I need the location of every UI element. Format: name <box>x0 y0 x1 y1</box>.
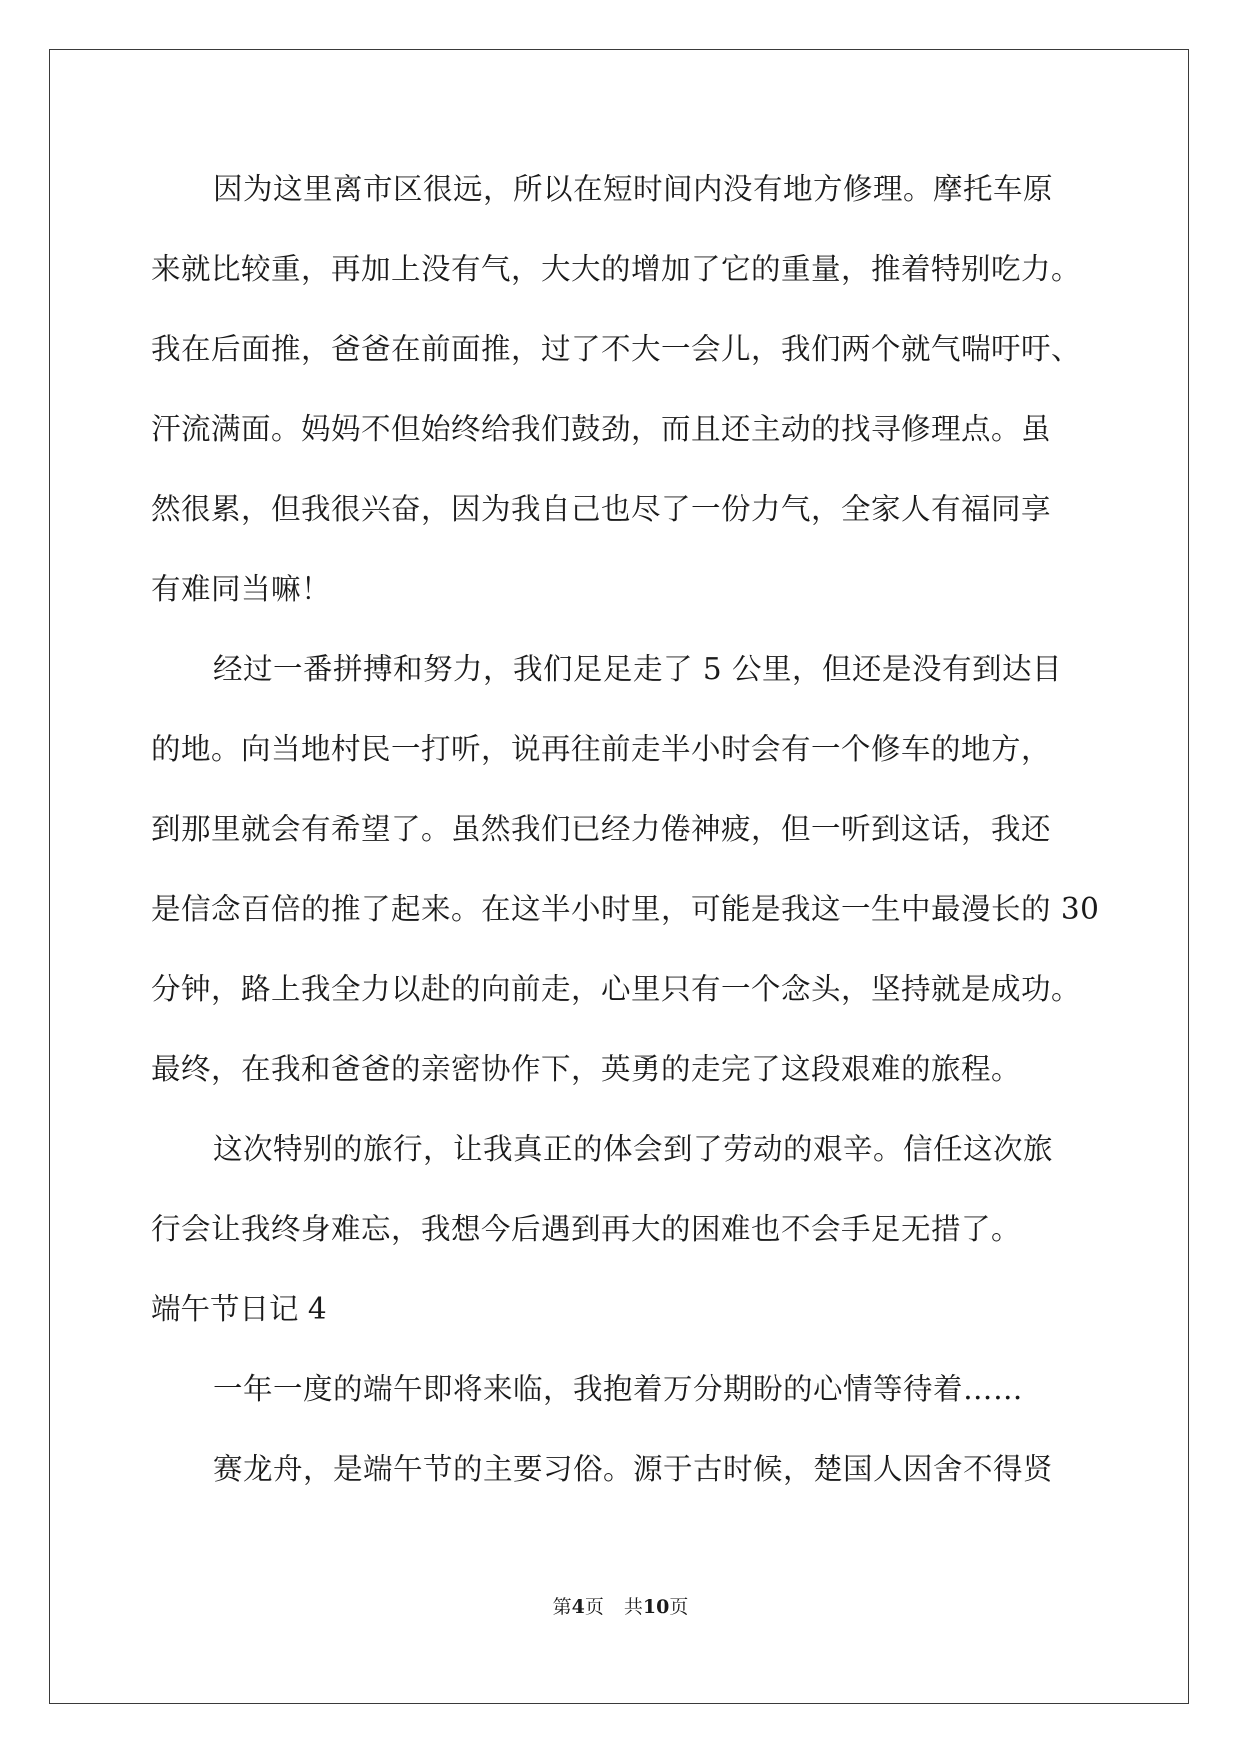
paragraph-line: 分钟，路上我全力以赴的向前走，心里只有一个念头，坚持就是成功。 <box>151 972 1082 1006</box>
document-body <box>151 161 1100 1521</box>
page-suffix: 页 <box>584 1596 604 1618</box>
paragraph-line: 来就比较重，再加上没有气，大大的增加了它的重量，推着特别吃力。 <box>151 252 1082 286</box>
paragraph-line: 到那里就会有希望了。虽然我们已经力倦神疲，但一听到这话，我还 <box>151 812 1052 846</box>
paragraph-line: 因为这里离市区很远，所以在短时间内没有地方修理。摩托车原 <box>213 172 1054 206</box>
paragraph-line: 汗流满面。妈妈不但始终给我们鼓劲，而且还主动的找寻修理点。虽 <box>151 412 1052 446</box>
paragraph-line: 我在后面推，爸爸在前面推，过了不大一会儿，我们两个就气喘吁吁、 <box>151 332 1082 366</box>
total-suffix: 页 <box>669 1596 689 1618</box>
paragraph-line: 是信念百倍的推了起来。在这半小时里，可能是我这一生中最漫长的 30 <box>151 892 1100 926</box>
paragraph-line: 经过一番拼搏和努力，我们足足走了 5 公里，但还是没有到达目 <box>213 652 1063 686</box>
total-prefix: 共 <box>623 1596 643 1618</box>
paragraph-line: 赛龙舟，是端午节的主要习俗。源于古时候，楚国人因舍不得贤 <box>213 1452 1054 1486</box>
page-footer <box>0 1592 1241 1619</box>
paragraph-line: 一年一度的端午即将来临，我抱着万分期盼的心情等待着…… <box>213 1372 1024 1406</box>
section-heading: 端午节日记 4 <box>151 1292 327 1326</box>
paragraph-line: 行会让我终身难忘，我想今后遇到再大的困难也不会手足无措了。 <box>151 1212 1022 1246</box>
page-current: 4 <box>571 1596 585 1618</box>
paragraph-line: 然很累，但我很兴奋，因为我自己也尽了一份力气，全家人有福同享 <box>151 492 1052 526</box>
page-total: 10 <box>642 1596 670 1618</box>
paragraph-line: 最终，在我和爸爸的亲密协作下，英勇的走完了这段艰难的旅程。 <box>151 1052 1022 1086</box>
paragraph-line: 的地。向当地村民一打听，说再往前走半小时会有一个修车的地方， <box>151 732 1052 766</box>
paragraph-line: 这次特别的旅行，让我真正的体会到了劳动的艰辛。信任这次旅 <box>213 1132 1054 1166</box>
page-prefix: 第 <box>552 1596 572 1618</box>
paragraph-line: 有难同当嘛！ <box>151 572 332 606</box>
